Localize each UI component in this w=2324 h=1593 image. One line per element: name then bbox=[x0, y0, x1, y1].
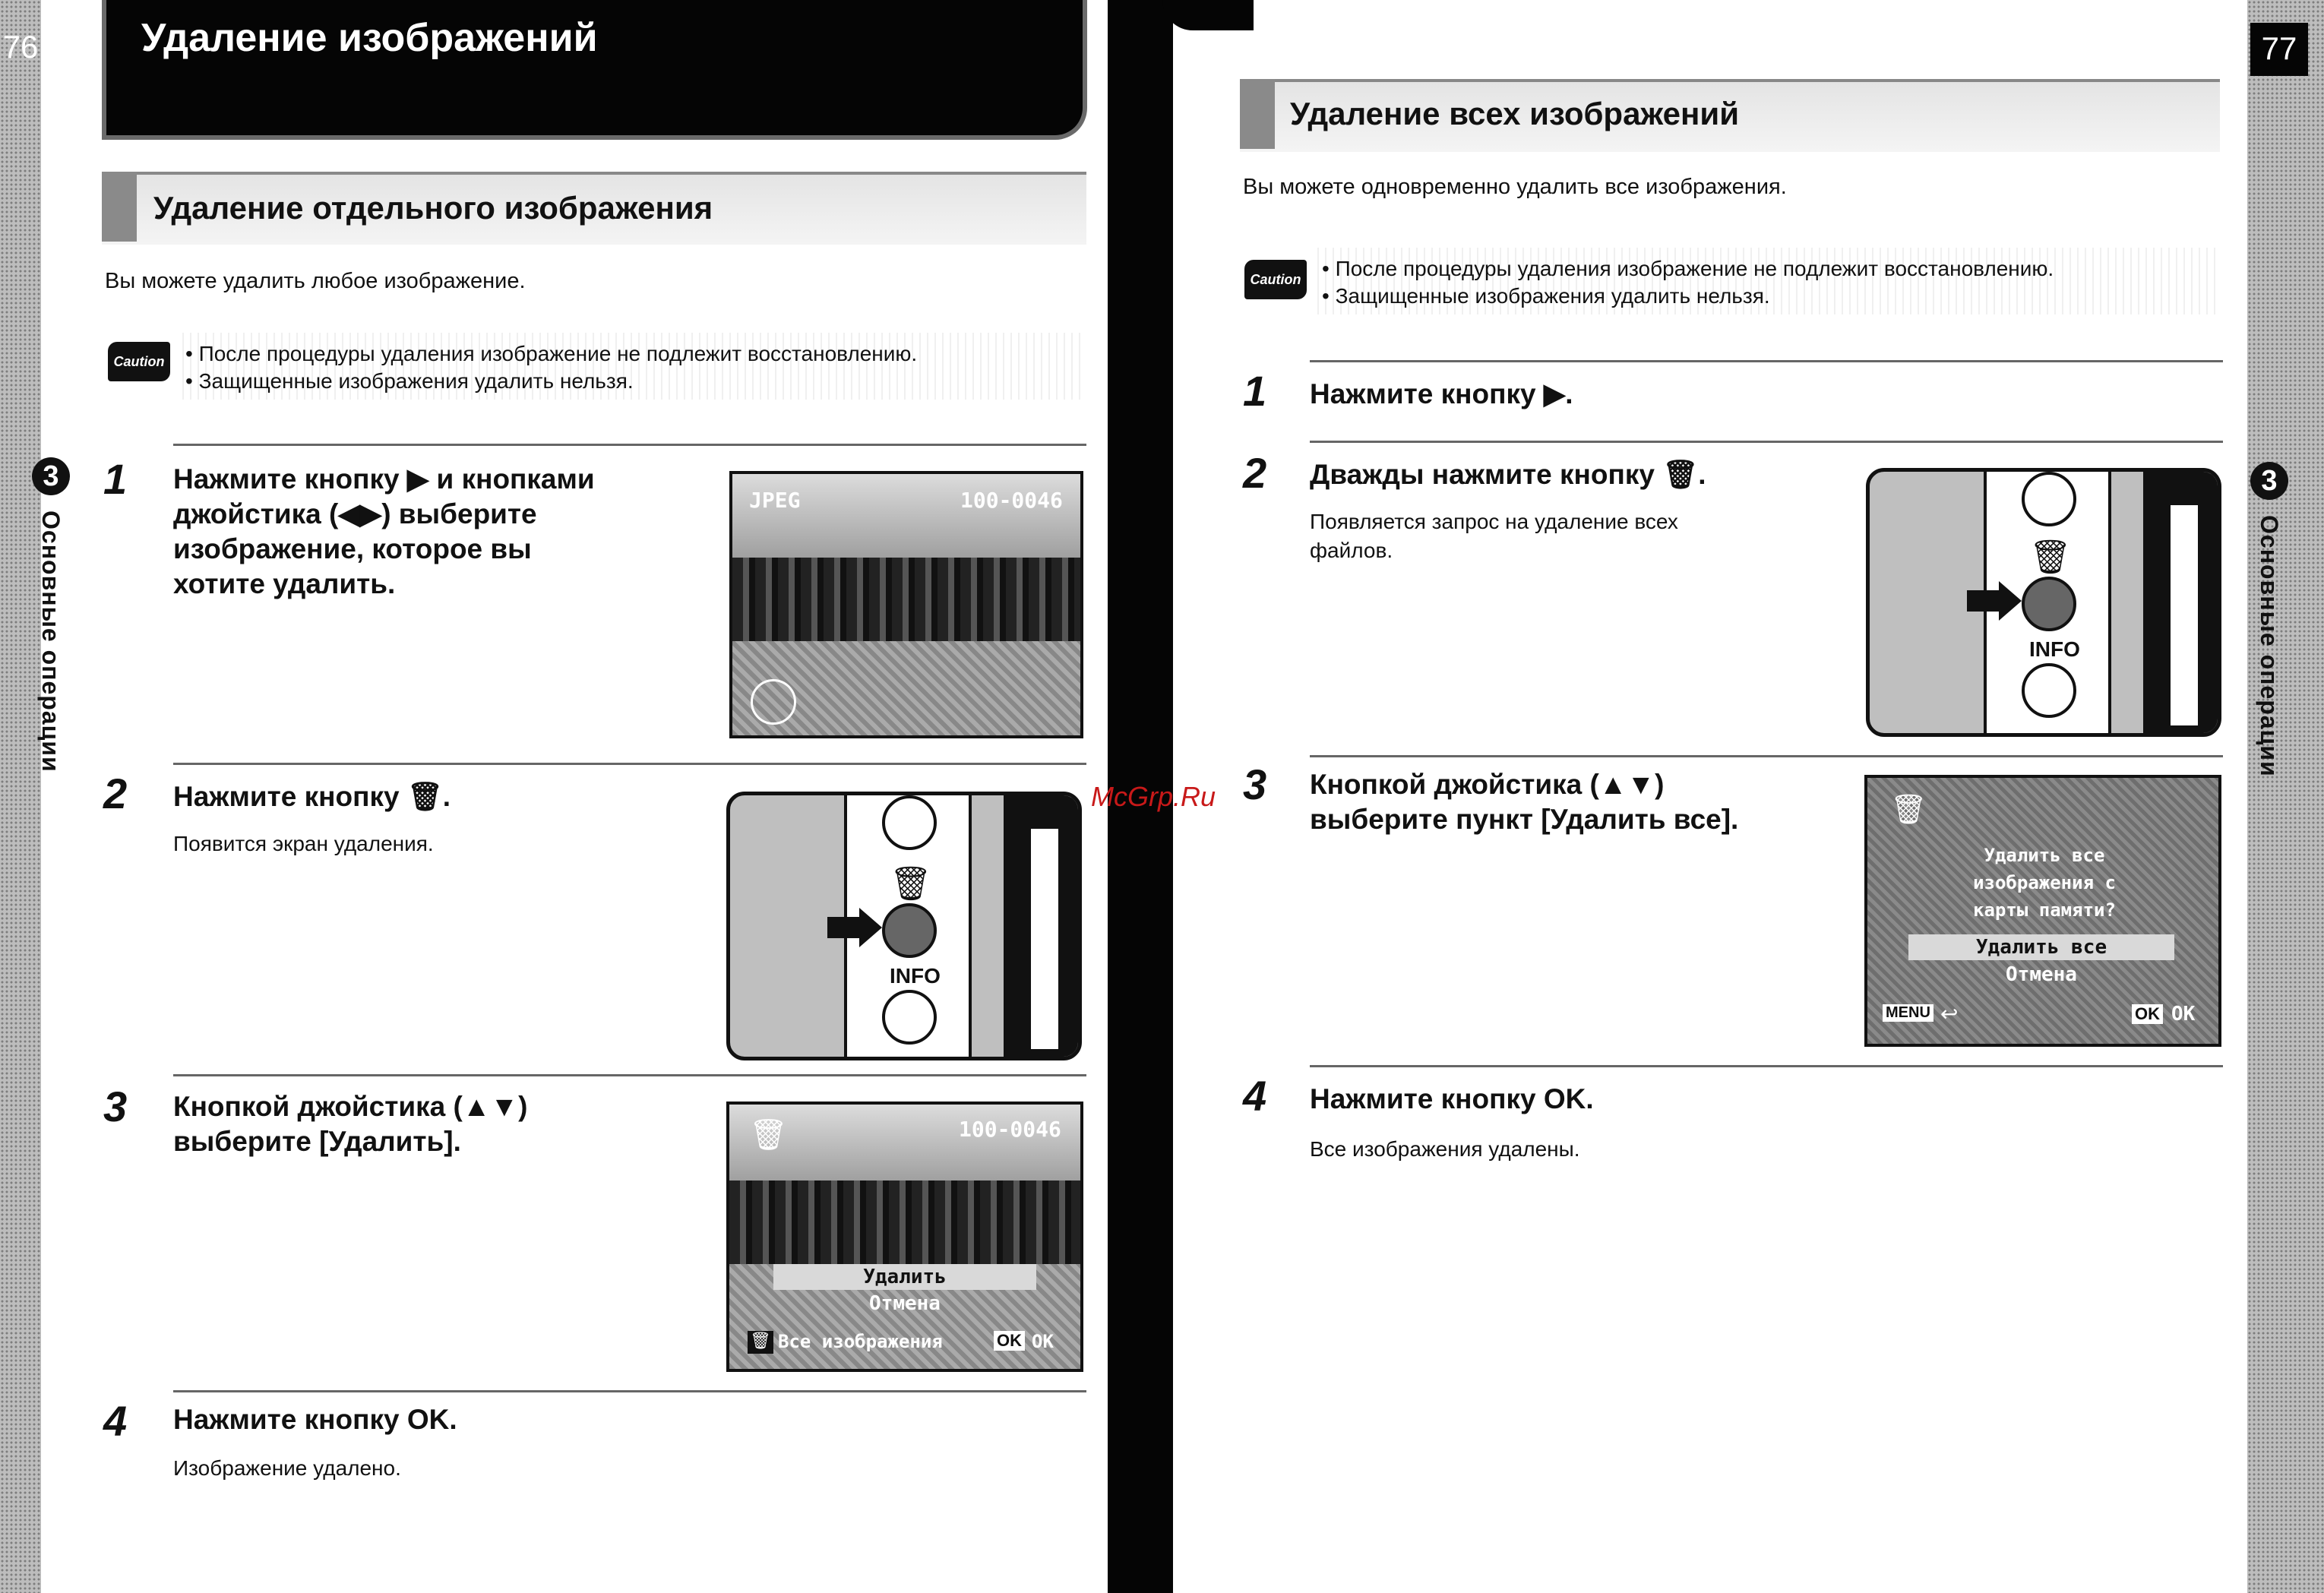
left-step1-number: 1 bbox=[103, 455, 128, 503]
left-delete-menu-screen bbox=[726, 1102, 1083, 1372]
menu-item-cancel: Отмена bbox=[2006, 963, 2077, 986]
footer-ok-label: OK bbox=[1032, 1331, 1054, 1352]
question-line-1: Удалить все bbox=[1984, 845, 2105, 866]
left-step3-title-line-2: выберите [Удалить]. bbox=[173, 1126, 461, 1157]
left-step4-desc: Изображение удалено. bbox=[173, 1456, 401, 1480]
menu-item-delete-all-selected: Удалить все bbox=[1908, 934, 2174, 960]
left-section-mark bbox=[102, 172, 137, 242]
left-chapter-label: Основные операции bbox=[37, 510, 65, 773]
left-step2-rule bbox=[173, 763, 1086, 765]
right-step3-title-line-1: Кнопкой джойстика (▲▼) bbox=[1310, 769, 1665, 800]
right-step3-number: 3 bbox=[1243, 760, 1267, 808]
camera-body-window bbox=[2171, 505, 2198, 725]
right-chapter-number: 3 bbox=[2250, 462, 2288, 500]
right-step4-title: Нажмите кнопку OK. bbox=[1310, 1083, 1594, 1114]
left-camera-buttons-illustration bbox=[726, 792, 1082, 1060]
right-step2-rule bbox=[1310, 441, 2223, 443]
left-step3-rule bbox=[173, 1074, 1086, 1076]
camera-bottom-button bbox=[882, 990, 937, 1045]
delete-all-mode-icon: 🗑 bbox=[1890, 794, 1927, 826]
camera-delete-button bbox=[2022, 577, 2076, 631]
right-caution-line-1: • После процедуры удаления изображение не подлежит восстановлению. bbox=[1322, 257, 2054, 280]
right-caution-icon: Caution bbox=[1244, 260, 1307, 299]
watermark-text: McGrp.Ru bbox=[1091, 781, 1216, 812]
right-camera-buttons-illustration bbox=[1866, 468, 2221, 737]
camera-delete-button bbox=[882, 903, 937, 958]
right-step2-desc-line-2: файлов. bbox=[1310, 539, 1393, 562]
right-step1-rule bbox=[1310, 360, 2223, 362]
left-edge-strip bbox=[0, 0, 41, 1593]
left-step4-title: Нажмите кнопку OK. bbox=[173, 1404, 457, 1435]
left-section-title: Удаление отдельного изображения bbox=[153, 190, 713, 226]
left-chapter-number: 3 bbox=[32, 457, 70, 495]
left-step1-title-line-1: Нажмите кнопку ▶ и кнопками bbox=[173, 463, 595, 495]
right-section-title: Удаление всех изображений bbox=[1290, 96, 1740, 131]
left-caution-icon: Caution bbox=[108, 342, 170, 381]
left-step3-number: 3 bbox=[103, 1083, 128, 1130]
left-step4-rule bbox=[173, 1390, 1086, 1392]
right-step1-title: Нажмите кнопку ▶. bbox=[1310, 378, 1573, 409]
footer-all-images-label: Все изображения bbox=[778, 1331, 943, 1352]
screen-trees bbox=[729, 1181, 1080, 1264]
right-delete-all-screen bbox=[1864, 775, 2221, 1047]
right-step4-rule bbox=[1310, 1065, 2223, 1067]
right-step1-number: 1 bbox=[1243, 367, 1267, 415]
menu-item-cancel: Отмена bbox=[869, 1292, 941, 1315]
arrow-icon bbox=[1967, 590, 2002, 612]
arrow-head-icon bbox=[859, 908, 882, 947]
camera-info-label: INFO bbox=[890, 964, 941, 988]
right-step2-number: 2 bbox=[1243, 449, 1267, 497]
left-step2-title: Нажмите кнопку 🗑. bbox=[173, 781, 451, 812]
right-step4-number: 4 bbox=[1243, 1072, 1267, 1120]
screen-trees bbox=[732, 558, 1080, 641]
left-page-number: 76 bbox=[2, 29, 39, 65]
left-step2-desc: Появится экран удаления. bbox=[173, 832, 434, 855]
right-page-number: 77 bbox=[2261, 30, 2297, 66]
left-step1-title-line-3: изображение, которое вы bbox=[173, 533, 532, 564]
delete-mode-icon: 🗑 bbox=[749, 1118, 788, 1152]
left-step1-rule bbox=[173, 444, 1086, 446]
footer-ok-key: OK bbox=[994, 1331, 1025, 1351]
camera-top-button bbox=[882, 795, 937, 850]
left-step2-number: 2 bbox=[103, 770, 128, 817]
left-intro-text: Вы можете удалить любое изображение. bbox=[105, 269, 526, 293]
right-step2-title: Дважды нажмите кнопку 🗑. bbox=[1310, 459, 1706, 490]
footer-menu-key: MENU bbox=[1883, 1004, 1934, 1022]
camera-body-window bbox=[1031, 829, 1058, 1049]
footer-trash-icon: 🗑 bbox=[748, 1331, 773, 1354]
right-chapter-label: Основные операции bbox=[2256, 515, 2283, 777]
screen-file-number: 100-0046 bbox=[959, 1117, 1061, 1142]
menu-item-delete-selected: Удалить bbox=[773, 1264, 1036, 1290]
right-caution-line-2: • Защищенные изображения удалить нельзя. bbox=[1322, 284, 1770, 308]
footer-ok-key: OK bbox=[2132, 1004, 2163, 1024]
question-line-3: карты памяти? bbox=[1973, 899, 2116, 921]
footer-back-icon: ↩ bbox=[1940, 1002, 1959, 1026]
arrow-head-icon bbox=[1999, 581, 2022, 621]
right-step3-rule bbox=[1310, 755, 2223, 757]
right-step3-title-line-2: выберите пункт [Удалить все]. bbox=[1310, 804, 1739, 835]
trash-icon: 🗑 bbox=[2029, 539, 2072, 576]
four-way-arrows-icon bbox=[751, 679, 796, 725]
footer-ok-label: OK bbox=[2171, 1003, 2196, 1026]
right-step4-desc: Все изображения удалены. bbox=[1310, 1137, 1580, 1161]
left-caution-line-2: • Защищенные изображения удалить нельзя. bbox=[185, 369, 634, 393]
camera-bottom-button bbox=[2022, 663, 2076, 718]
camera-top-button bbox=[2022, 472, 2076, 526]
trash-icon: 🗑 bbox=[890, 865, 932, 902]
left-banner-title: Удаление изображений bbox=[141, 16, 598, 60]
left-step4-number: 4 bbox=[103, 1397, 128, 1445]
left-caution-line-1: • После процедуры удаления изображение не подлежит восстановлению. bbox=[185, 342, 918, 365]
right-section-mark bbox=[1240, 79, 1275, 149]
arrow-icon bbox=[827, 917, 862, 938]
screen-file-number: 100-0046 bbox=[960, 488, 1063, 513]
right-step2-desc-line-1: Появляется запрос на удаление всех bbox=[1310, 510, 1678, 533]
gutter-curve bbox=[1162, 0, 1254, 30]
screen-format-label: JPEG bbox=[749, 488, 801, 513]
left-step1-title-line-4: хотите удалить. bbox=[173, 568, 396, 599]
left-step3-title-line-1: Кнопкой джойстика (▲▼) bbox=[173, 1091, 528, 1122]
question-line-2: изображения с bbox=[1973, 872, 2116, 893]
camera-info-label: INFO bbox=[2029, 637, 2080, 661]
left-step1-title-line-2: джойстика (◀▶) выберите bbox=[173, 498, 537, 529]
left-playback-screen bbox=[729, 471, 1083, 738]
right-intro-text: Вы можете одновременно удалить все изображения. bbox=[1243, 175, 1787, 199]
